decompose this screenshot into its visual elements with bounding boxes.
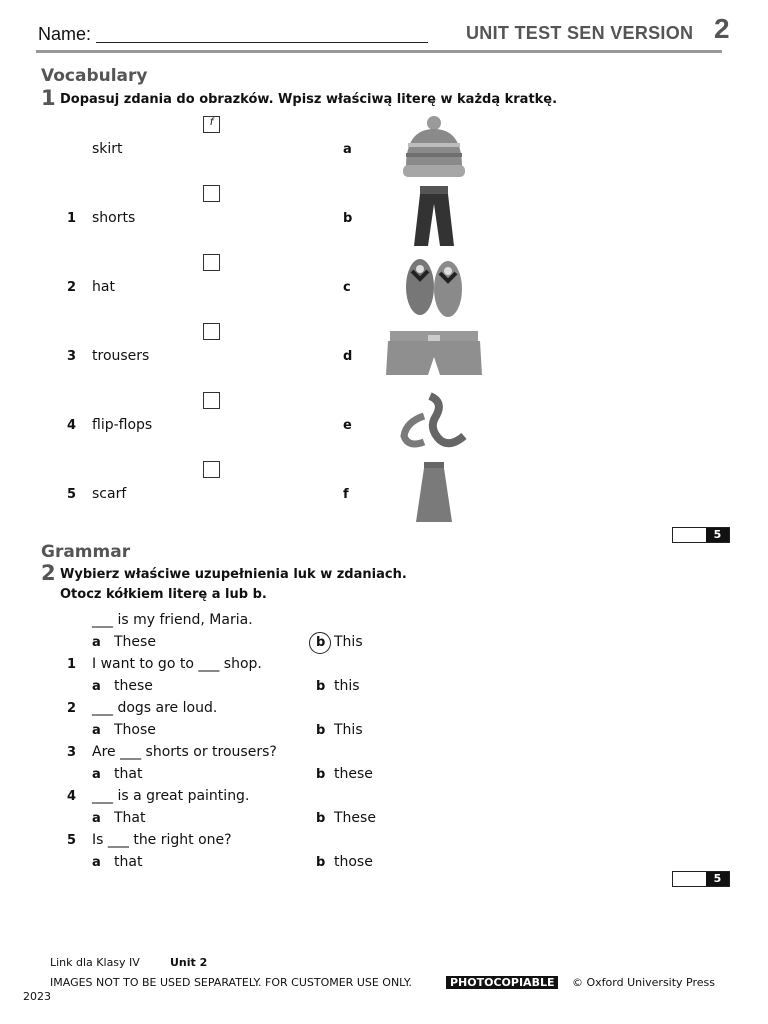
trousers-icon [384, 184, 484, 250]
option-b[interactable]: those [334, 854, 373, 870]
scarf-icon [384, 392, 484, 458]
option-a[interactable]: Those [114, 722, 156, 738]
header-divider [36, 50, 722, 53]
score-input[interactable] [673, 872, 706, 886]
item-number: 3 [67, 349, 77, 364]
question-text: Is ___ the right one? [92, 832, 232, 848]
answer-box[interactable] [203, 461, 220, 478]
vocab-word: flip-flops [92, 417, 153, 433]
item-number: 2 [67, 280, 77, 295]
vocabulary-score-box [672, 527, 730, 543]
item-number: 4 [67, 418, 77, 433]
name-field-line[interactable] [96, 42, 428, 43]
picture-letter: a [343, 142, 352, 157]
question-text: Are ___ shorts or trousers? [92, 744, 277, 760]
answer-box[interactable] [203, 254, 220, 271]
option-a-label: a [92, 855, 101, 870]
option-b-label: b [316, 767, 326, 782]
vocab-word: scarf [92, 486, 127, 502]
option-a[interactable]: that [114, 854, 143, 870]
question-number: 5 [67, 833, 77, 848]
option-a-label: a [92, 767, 101, 782]
answer-box[interactable] [203, 185, 220, 202]
picture-letter: b [343, 211, 353, 226]
grammar-score-box [672, 871, 730, 887]
picture-letter: f [343, 487, 349, 502]
question-text: ___ is my friend, Maria. [92, 612, 253, 628]
footer-copyright: © Oxford University Press [572, 976, 716, 989]
option-a-label: a [92, 723, 101, 738]
picture-letter: c [343, 280, 351, 295]
option-b[interactable]: This [334, 634, 363, 650]
option-a[interactable]: these [114, 678, 153, 694]
name-label: Name: [38, 24, 92, 44]
exercise-1-number: 1 [41, 86, 56, 110]
footer-notice: IMAGES NOT TO BE USED SEPARATELY. FOR CUSTOMER USE ONLY. [50, 976, 412, 989]
shorts-icon [384, 323, 484, 389]
footer-unit: Unit 2 [170, 956, 208, 969]
option-a-label: a [92, 635, 101, 650]
vocab-word: hat [92, 279, 115, 295]
exercise-2-number: 2 [41, 561, 56, 585]
item-number: 5 [67, 487, 77, 502]
max-score: 5 [706, 528, 729, 542]
answer-box[interactable]: f [203, 116, 220, 133]
option-b-label: b [316, 635, 326, 650]
question-text: ___ is a great painting. [92, 788, 250, 804]
exercise-2-instruction-2: Otocz kółkiem literę a lub b. [60, 587, 267, 602]
vocab-word: shorts [92, 210, 136, 226]
flip-flops-icon [384, 253, 484, 319]
answer-box[interactable] [203, 392, 220, 409]
item-number: 1 [67, 211, 77, 226]
answer-box[interactable] [203, 323, 220, 340]
option-b[interactable]: These [334, 810, 376, 826]
option-b-label: b [316, 679, 326, 694]
question-text: ___ dogs are loud. [92, 700, 218, 716]
grammar-heading: Grammar [41, 542, 131, 562]
option-a[interactable]: that [114, 766, 143, 782]
max-score: 5 [706, 872, 729, 886]
unit-test-title: UNIT TEST SEN VERSION [466, 23, 694, 43]
score-input[interactable] [673, 528, 706, 542]
picture-letter: e [343, 418, 352, 433]
question-number: 2 [67, 701, 77, 716]
option-b[interactable]: This [334, 722, 363, 738]
option-b-label: b [316, 811, 326, 826]
photocopiable-stamp: PHOTOCOPIABLE [446, 976, 558, 989]
vocab-word: skirt [92, 141, 123, 157]
option-a-label: a [92, 679, 101, 694]
footer-year: 2023 [23, 990, 51, 1003]
skirt-icon [384, 460, 484, 526]
question-number: 3 [67, 745, 77, 760]
footer-course: Link dla Klasy IV [50, 956, 140, 969]
option-b-label: b [316, 855, 326, 870]
option-a[interactable]: These [114, 634, 156, 650]
option-b[interactable]: these [334, 766, 373, 782]
vocab-word: trousers [92, 348, 150, 364]
version-number: 2 [714, 13, 730, 44]
question-text: I want to go to ___ shop. [92, 656, 262, 672]
exercise-1-instruction: Dopasuj zdania do obrazków. Wpisz właściwą literę w każdą kratkę. [60, 92, 558, 107]
option-b-label: b [316, 723, 326, 738]
question-number: 4 [67, 789, 77, 804]
picture-letter: d [343, 349, 353, 364]
hat-icon [384, 115, 484, 181]
vocabulary-heading: Vocabulary [41, 66, 148, 86]
option-a-label: a [92, 811, 101, 826]
option-a[interactable]: That [114, 810, 146, 826]
exercise-2-instruction: Wybierz właściwe uzupełnienia luk w zdaniach. [60, 567, 407, 582]
option-b[interactable]: this [334, 678, 360, 694]
question-number: 1 [67, 657, 77, 672]
